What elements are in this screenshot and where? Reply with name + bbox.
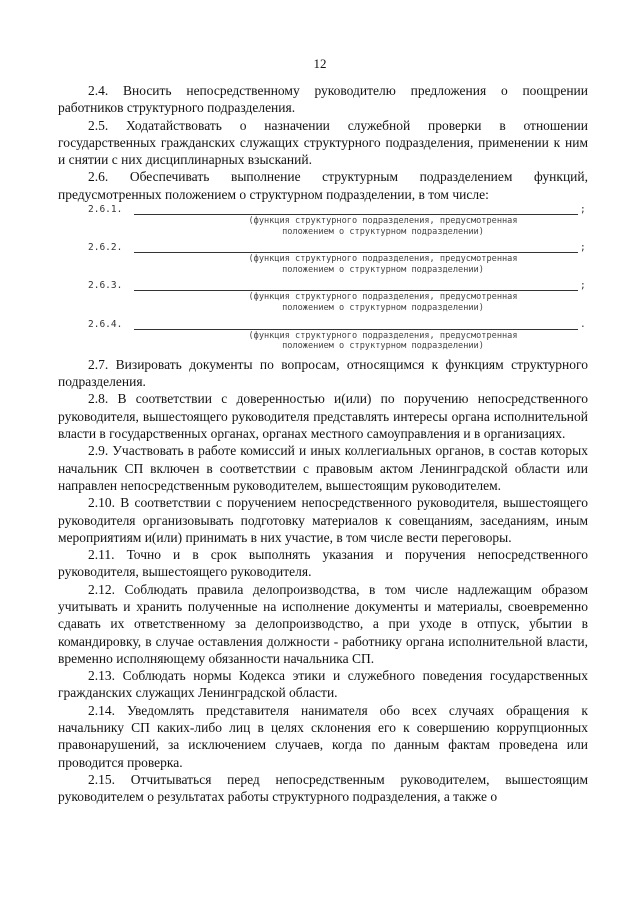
caption-line: положением о структурном подразделении) — [282, 341, 484, 352]
subitem-terminator: ; — [580, 242, 586, 254]
subitem-number: 2.6.2. — [88, 242, 123, 254]
caption-line: (функция структурного подразделения, предусмотренная — [248, 254, 518, 265]
paragraph-2-9: 2.9. Участвовать в работе комиссий и иных коллегиальных органов, в состав которых начальник СП включен в соответствии с правовым актом Ленинградской области или направлен непосредственным руководителем, вышестоящим руководителем. — [58, 443, 588, 493]
caption-line: положением о структурном подразделении) — [282, 226, 484, 237]
paragraph-2-6: 2.6. Обеспечивать выполнение структурным подразделением функций, предусмотренных положением о структурном подразделении, в том числе: — [58, 169, 588, 202]
subitem-line — [88, 203, 588, 215]
subitem-terminator: ; — [580, 204, 586, 216]
paragraph-2-11: 2.11. Точно и в срок выполнять указания и поручения непосредственного руководителя, вышестоящего руководителя. — [58, 547, 588, 580]
paragraph-2-7: 2.7. Визировать документы по вопросам, относящимся к функциям структурного подразделения. — [58, 356, 588, 390]
paragraph-2-8: 2.8. В соответствии с доверенностью и(или) по поручению непосредственного руководителя, вышестоящего руководителя представлять интересы органа исполнительной власти в государственных органах, органах местного самоуправления и в организациях. — [58, 391, 588, 442]
subitem-terminator: . — [580, 318, 586, 330]
paragraph-2-12: 2.12. Соблюдать правила делопроизводства, в том числе надлежащим образом учитывать и хранить полученные на исполнение документы и материалы, своевременно сдавать их ответственному за делопроизводство, а при уходе в отпуск, убытии в командировку, в случае оставления должности - работнику органа исполнительной власти, временно исполняющему обязанности начальника СП. — [58, 581, 588, 666]
caption-line: (функция структурного подразделения, предусмотренная — [248, 216, 518, 227]
fill-in-line — [134, 281, 578, 291]
paragraph-2-14: 2.14. Уведомлять представителя нанимателя обо всех случаях обращения к начальнику СП каких-либо лиц в целях склонения его к совершению коррупционных правонарушений, за исключением случаев, когда по данным фактам проведена или проводится проверка. — [58, 702, 588, 770]
document-body — [58, 82, 588, 806]
subitem-line — [88, 241, 588, 253]
caption-line: (функция структурного подразделения, предусмотренная — [248, 330, 518, 341]
paragraph-2-5: 2.5. Ходатайствовать о назначении служебной проверки в отношении государственных гражданских служащих структурного подразделения, применении к ним и снятии с них дисциплинарных взысканий. — [58, 117, 588, 168]
subitem-list — [88, 203, 588, 352]
caption-line: положением о структурном подразделении) — [282, 264, 484, 275]
subitem-caption — [178, 331, 588, 352]
subitem-number: 2.6.1. — [88, 204, 123, 216]
subitem-line — [88, 318, 588, 330]
fill-in-line — [134, 320, 578, 330]
page-number: 12 — [313, 56, 327, 71]
fill-in-line — [134, 243, 578, 253]
subitem-terminator: ; — [580, 280, 586, 292]
subitem — [88, 241, 588, 275]
fill-in-line — [134, 205, 578, 215]
paragraph-2-13: 2.13. Соблюдать нормы Кодекса этики и служебного поведения государственных гражданских служащих Ленинградской области. — [58, 668, 588, 701]
subitem-line — [88, 279, 588, 291]
paragraph-2-10: 2.10. В соответствии с поручением непосредственного руководителя, вышестоящего руководителя организовывать подготовку материалов к совещаниям, заседаниям, иным мероприятиям и(или) принимать в них участие, в том числе вести переговоры. — [58, 495, 588, 545]
subitem-caption — [178, 216, 588, 237]
paragraph-2-4: 2.4. Вносить непосредственному руководителю предложения о поощрении работников структурного подразделения. — [58, 83, 588, 116]
caption-line: положением о структурном подразделении) — [282, 303, 484, 314]
subitem-caption — [178, 292, 588, 313]
subitem — [88, 279, 588, 313]
paragraph-2-15: 2.15. Отчитываться перед непосредственным руководителем, вышестоящим руководителем о результатах работы структурного подразделения, а также о — [58, 771, 588, 805]
subitem-number: 2.6.3. — [88, 280, 123, 292]
subitem-number: 2.6.4. — [88, 318, 123, 330]
subitem — [88, 318, 588, 352]
subitem — [88, 203, 588, 237]
subitem-caption — [178, 254, 588, 275]
caption-line: (функция структурного подразделения, предусмотренная — [248, 292, 518, 303]
